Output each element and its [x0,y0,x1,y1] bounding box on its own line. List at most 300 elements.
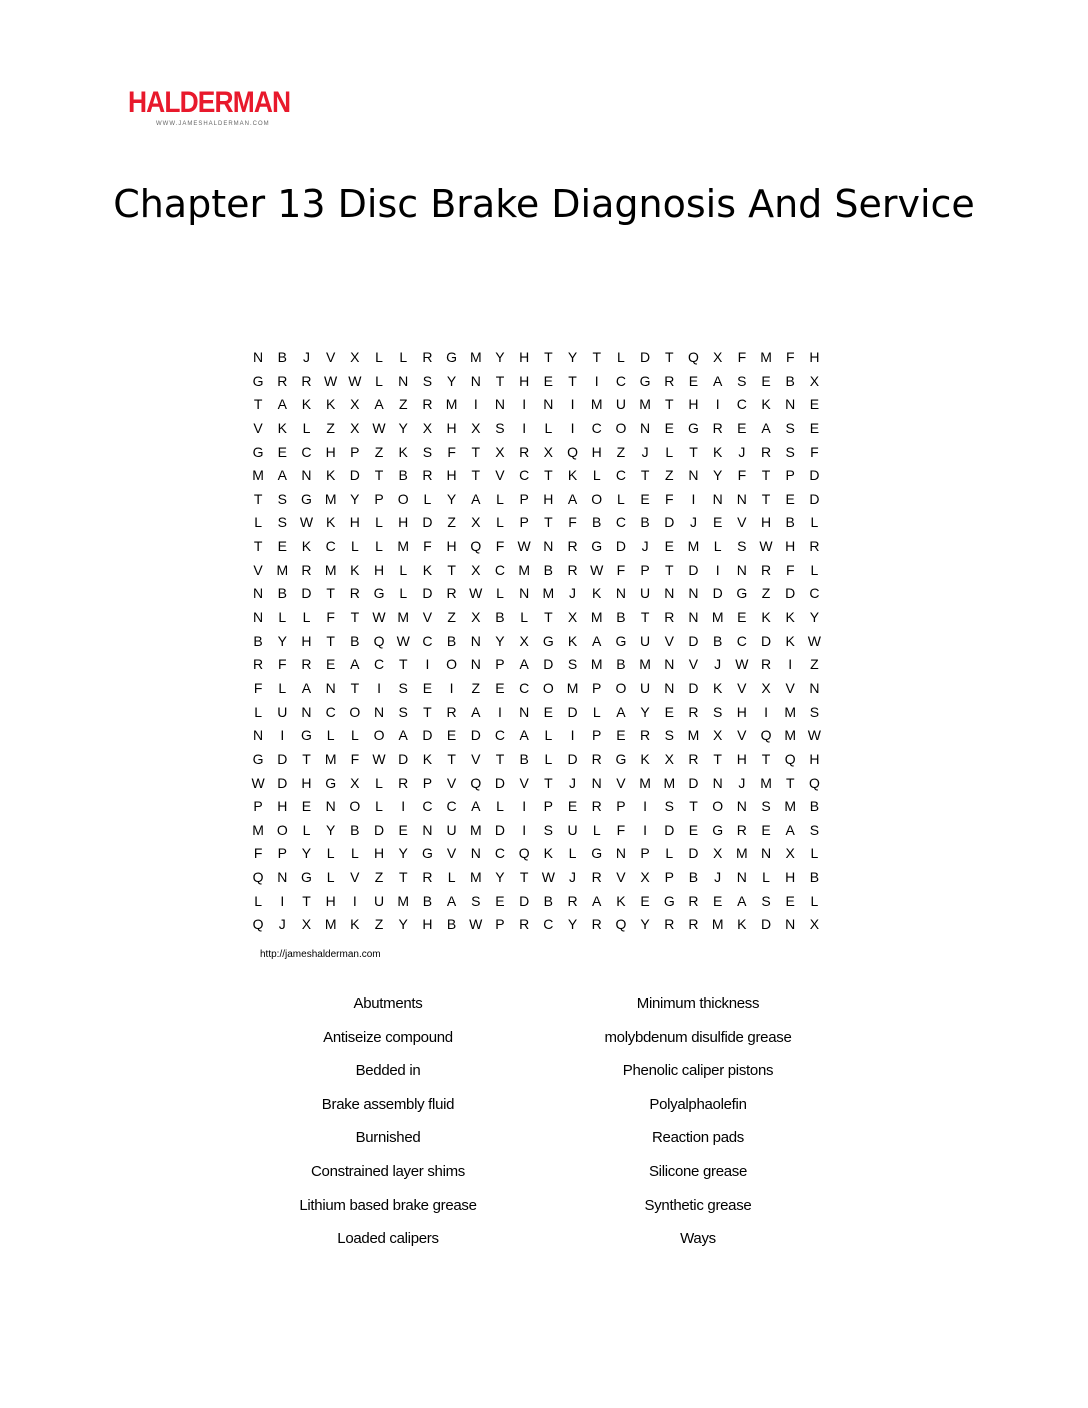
grid-letter: D [712,585,723,602]
grid-letter: B [277,349,287,365]
grid-letter: D [470,727,481,744]
grid-letter: V [350,869,360,886]
grid-letter: J [569,869,577,886]
grid-letter: R [664,609,675,626]
grid-letter: W [396,632,410,649]
grid-letter: P [664,869,674,886]
grid-letter: S [737,538,747,555]
grid-letter: O [276,821,288,838]
grid-letter: X [809,372,820,389]
grid-letter: H [446,467,457,484]
grid-letter: C [494,845,506,862]
grid-letter: X [471,514,481,531]
grid-letter: L [810,845,819,862]
grid-letter: K [350,916,360,933]
grid-letter: I [570,396,575,413]
grid-letter: J [738,774,746,791]
grid-letter: G [688,419,699,436]
grid-letter: F [616,821,626,838]
grid-letter: A [471,490,481,507]
word-list-item: Constrained layer shims [311,1162,465,1180]
grid-letter: T [665,561,674,578]
grid-letter: B [809,869,820,886]
grid-letter: W [299,514,314,531]
grid-letter: R [688,892,699,909]
word-list-item: Bedded in [355,1062,421,1080]
grid-letter: I [280,727,285,744]
grid-letter: Q [760,727,772,744]
grid-letter: G [542,632,554,649]
grid-letter: N [325,679,336,696]
grid-letter: L [278,609,287,626]
grid-letter: R [422,869,433,886]
grid-letter: R [712,419,723,436]
grid-letter: V [471,750,481,767]
grid-letter: T [350,609,360,626]
grid-letter: C [494,561,506,578]
grid-letter: U [640,585,651,602]
grid-letter: O [373,727,385,744]
grid-letter: X [350,774,360,791]
grid-letter: D [567,703,578,720]
grid-letter: Y [495,869,505,886]
grid-letter: E [664,703,674,720]
grid-letter: G [325,774,337,791]
grid-letter: T [640,467,650,484]
grid-letter: F [253,679,263,696]
grid-letter: K [422,750,433,767]
grid-letter: A [277,396,287,413]
grid-letter: S [712,703,723,720]
grid-letter: R [664,372,675,389]
grid-letter: L [399,561,408,578]
grid-letter: L [375,798,383,815]
grid-letter: N [519,703,530,720]
grid-letter: L [544,419,553,436]
grid-letter: E [785,892,795,909]
grid-letter: I [715,561,720,578]
grid-letter: W [541,869,555,886]
grid-letter: E [422,679,433,696]
grid-letter: P [785,467,795,484]
grid-letter: Z [471,679,481,696]
grid-letter: C [494,727,506,744]
grid-letter: P [592,679,602,696]
grid-letter: K [761,609,771,626]
grid-letter: T [302,750,311,767]
grid-letter: E [737,609,747,626]
grid-letter: T [689,798,698,815]
grid-letter: X [422,419,433,436]
grid-letter: M [590,396,603,413]
grid-letter: O [349,703,361,720]
grid-letter: T [253,490,263,507]
grid-letter: N [253,609,264,626]
grid-letter: R [591,798,602,815]
grid-letter: E [640,892,650,909]
grid-letter: D [688,679,699,696]
grid-letter: P [495,656,505,673]
grid-letter: T [398,656,408,673]
grid-letter: N [253,349,264,365]
grid-letter: T [544,609,553,626]
grid-letter: C [325,538,336,555]
grid-letter: Y [567,916,578,933]
grid-letter: T [689,443,698,460]
grid-letter: N [591,774,602,791]
grid-letter: D [809,467,820,484]
grid-letter: P [253,798,263,815]
grid-letter: C [519,467,530,484]
grid-letter: N [640,419,651,436]
grid-letter: M [324,561,337,578]
grid-letter: Y [277,632,287,649]
grid-letter: G [252,750,264,767]
grid-letter: H [373,561,385,578]
source-url[interactable]: http://jameshalderman.com [260,949,381,960]
grid-letter: M [566,679,579,696]
grid-letter: B [350,632,360,649]
grid-letter: D [277,774,288,791]
grid-letter: Y [446,372,457,389]
grid-letter: C [809,585,820,602]
grid-letter: R [664,916,675,933]
grid-letter: X [712,727,723,744]
grid-letter: A [592,632,602,649]
grid-letter: T [761,750,771,767]
grid-letter: V [785,679,795,696]
grid-letter: W [324,372,338,389]
grid-letter: N [470,845,481,862]
grid-letter: C [446,798,457,815]
grid-letter: S [543,821,554,838]
grid-letter: E [616,727,626,744]
grid-letter: S [785,419,795,436]
grid-letter: W [251,774,265,791]
grid-letter: F [737,467,747,484]
grid-letter: N [519,585,530,602]
grid-letter: M [252,821,264,838]
grid-letter: N [543,396,554,413]
grid-letter: K [325,514,336,531]
grid-letter: P [350,443,360,460]
grid-letter: T [519,869,529,886]
grid-letter: K [761,396,771,413]
grid-letter: X [664,750,674,767]
grid-letter: D [519,892,530,909]
word-list-item: Loaded calipers [337,1230,439,1248]
halderman-logo [128,86,291,128]
grid-letter: B [446,916,457,933]
grid-letter: R [760,656,772,673]
grid-letter: L [326,727,335,744]
grid-letter: D [373,821,385,838]
grid-letter: T [665,349,674,365]
grid-letter: R [591,750,602,767]
grid-letter: I [643,821,648,838]
grid-letter: T [592,349,601,365]
grid-letter: P [543,798,554,815]
grid-letter: N [664,656,675,673]
grid-letter: F [423,538,432,555]
grid-letter: E [712,514,723,531]
grid-letter: R [519,916,530,933]
grid-letter: D [494,774,506,791]
grid-letter: T [471,443,481,460]
grid-letter: M [469,349,482,365]
grid-letter: K [712,443,723,460]
grid-letter: E [761,372,771,389]
grid-letter: V [446,774,457,791]
grid-letter: S [785,443,795,460]
grid-letter: B [495,609,505,626]
grid-letter: M [590,609,603,626]
grid-letter: D [640,349,651,365]
grid-letter: M [639,396,651,413]
grid-letter: L [302,821,311,838]
grid-letter: N [615,845,626,862]
grid-letter: G [252,372,264,389]
word-search-grid [246,346,827,937]
grid-letter: L [762,869,770,886]
grid-letter: R [422,396,433,413]
grid-letter: I [788,656,793,673]
grid-letter: X [471,561,481,578]
grid-letter: D [615,538,626,555]
grid-letter: O [397,490,409,507]
grid-letter: D [785,585,796,602]
grid-letter: L [375,349,383,365]
grid-letter: D [543,656,554,673]
grid-letter: E [688,821,699,838]
grid-letter: W [372,419,386,436]
grid-letter: H [519,372,530,389]
grid-letter: A [616,703,626,720]
grid-letter: R [301,656,312,673]
grid-letter: G [615,750,627,767]
grid-letter: E [277,443,287,460]
grid-letter: B [543,892,554,909]
grid-letter: R [567,561,578,578]
grid-letter: H [422,916,433,933]
word-list-item: Phenolic caliper pistons [622,1062,774,1080]
grid-letter: Y [325,821,336,838]
grid-letter: Z [374,916,384,933]
grid-letter: I [594,372,599,389]
grid-letter: X [350,349,360,365]
grid-letter: F [278,656,287,673]
grid-letter: T [326,632,335,649]
grid-letter: G [663,892,675,909]
grid-letter: B [616,656,626,673]
grid-letter: M [784,727,797,744]
grid-letter: G [301,869,312,886]
grid-letter: M [469,821,482,838]
grid-letter: V [253,561,263,578]
grid-letter: L [375,372,383,389]
grid-letter: D [277,750,288,767]
grid-letter: T [302,892,311,909]
grid-letter: R [688,703,699,720]
grid-letter: N [736,561,747,578]
grid-letter: L [544,750,553,767]
word-list-item: Minimum thickness [636,995,760,1012]
grid-letter: C [373,656,385,673]
grid-letter: Y [350,490,360,507]
grid-letter: E [543,372,554,389]
grid-letter: H [301,774,312,791]
grid-letter: L [399,349,408,365]
grid-letter: K [785,609,795,626]
grid-letter: J [738,443,746,460]
grid-letter: S [398,703,408,720]
grid-letter: W [469,585,483,602]
grid-letter: T [544,467,553,484]
grid-letter: C [615,514,626,531]
grid-letter: L [278,679,287,696]
grid-letter: E [398,821,408,838]
grid-letter: F [785,561,795,578]
grid-letter: P [640,561,650,578]
grid-letter: K [737,916,747,933]
grid-letter: R [688,916,699,933]
grid-letter: B [785,514,795,531]
grid-letter: G [301,727,312,744]
grid-letter: E [640,490,650,507]
grid-letter: S [495,419,505,436]
grid-letter: T [665,396,674,413]
grid-letter: X [712,845,723,862]
grid-letter: L [665,845,674,862]
grid-letter: L [617,349,625,365]
grid-letter: T [350,679,360,696]
word-list-item: Reaction pads [652,1129,744,1147]
grid-letter: R [567,538,578,555]
grid-letter: Y [446,490,457,507]
grid-letter: N [277,869,288,886]
grid-letter: K [398,443,408,460]
grid-letter: M [518,561,530,578]
grid-letter: U [640,679,651,696]
grid-letter: V [325,349,336,365]
grid-letter: S [809,703,820,720]
grid-letter: L [568,845,577,862]
grid-letter: P [592,727,602,744]
grid-letter: I [425,656,430,673]
grid-letter: C [301,443,312,460]
grid-letter: J [302,349,310,365]
grid-letter: N [809,679,820,696]
grid-letter: H [519,349,530,365]
grid-letter: E [688,372,699,389]
grid-letter: E [543,703,554,720]
grid-letter: R [688,750,699,767]
grid-letter: E [495,679,505,696]
grid-letter: L [520,609,529,626]
grid-letter: O [542,679,554,696]
grid-letter: P [422,774,433,791]
grid-letter: Y [495,632,505,649]
grid-letter: T [761,490,771,507]
grid-letter: E [277,538,287,555]
word-list-item: Burnished [355,1129,421,1147]
grid-letter: Y [301,845,312,862]
grid-letter: L [375,538,383,555]
grid-letter: R [301,372,312,389]
grid-letter: Q [518,845,530,862]
grid-letter: R [567,892,578,909]
grid-letter: Z [374,443,384,460]
grid-letter: H [373,845,385,862]
grid-letter: F [568,514,577,531]
grid-letter: R [809,538,820,555]
grid-letter: K [301,396,312,413]
grid-letter: B [785,372,795,389]
logo-url: WWW.JAMESHALDERMAN.COM [156,121,270,127]
grid-letter: Z [398,396,408,413]
grid-letter: Z [447,514,456,531]
grid-letter: C [519,679,530,696]
grid-letter: M [639,774,651,791]
grid-letter: K [712,679,723,696]
grid-letter: W [517,538,531,555]
grid-letter: E [301,798,312,815]
grid-letter: L [810,514,819,531]
grid-letter: L [810,561,819,578]
grid-letter: E [567,798,578,815]
grid-letter: I [715,396,720,413]
grid-letter: U [567,821,578,838]
grid-letter: F [350,750,360,767]
grid-letter: D [664,514,675,531]
grid-letter: Q [808,774,820,791]
grid-letter: N [494,396,506,413]
grid-letter: T [326,585,335,602]
grid-letter: Q [252,916,264,933]
grid-letter: C [736,632,747,649]
grid-letter: W [807,632,822,649]
grid-letter: T [447,750,456,767]
grid-letter: K [301,538,312,555]
grid-letter: X [567,609,578,626]
grid-letter: Y [640,916,650,933]
grid-letter: N [785,916,796,933]
grid-letter: R [591,869,602,886]
grid-letter: Q [567,443,578,460]
grid-letter: D [760,916,772,933]
grid-letter: R [253,656,264,673]
grid-letter: I [691,490,696,507]
grid-letter: P [519,514,529,531]
grid-letter: H [543,490,554,507]
grid-letter: B [398,467,408,484]
grid-letter: I [352,892,357,909]
grid-letter: T [568,372,577,389]
grid-letter: S [737,372,747,389]
grid-letter: L [375,774,383,791]
grid-letter: B [422,892,433,909]
grid-letter: H [785,538,796,555]
grid-letter: A [567,490,578,507]
grid-letter: F [447,443,456,460]
grid-letter: X [712,349,723,365]
grid-letter: O [615,419,627,436]
grid-letter: K [640,750,650,767]
grid-letter: K [350,561,360,578]
grid-letter: D [349,467,360,484]
grid-letter: D [809,490,820,507]
grid-letter: M [252,467,264,484]
